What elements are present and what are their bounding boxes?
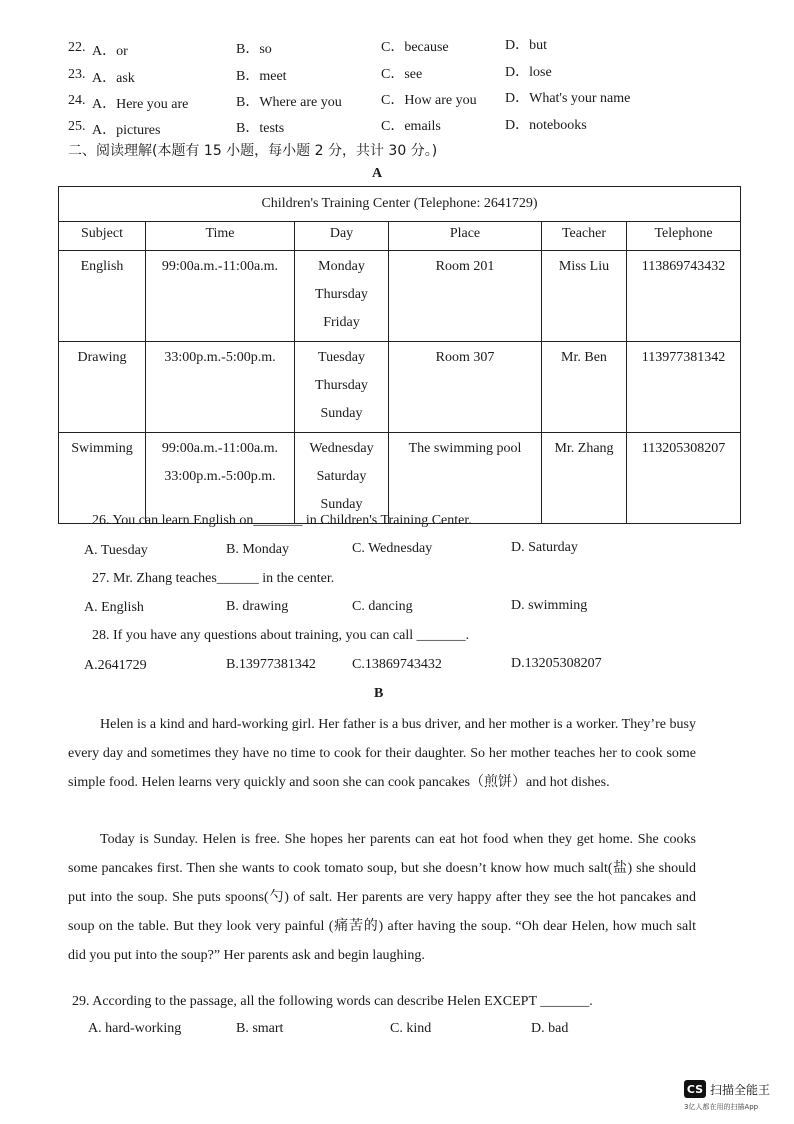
- day-item: Sunday: [320, 497, 363, 512]
- option-d: D．but: [505, 38, 547, 53]
- option-a: A. Tuesday: [84, 543, 148, 558]
- option-b: B. drawing: [226, 599, 289, 614]
- option-b: B．Where are you: [236, 95, 342, 110]
- time-slot: 33:00p.m.-5:00p.m.: [164, 350, 276, 365]
- header-subject: Subject: [59, 222, 146, 251]
- cell-teacher: Mr. Ben: [542, 342, 627, 433]
- cell-subject: Swimming: [59, 433, 146, 524]
- option-d: D.13205308207: [511, 656, 602, 671]
- question-number: 25.: [68, 119, 86, 134]
- day-item: Thursday: [315, 378, 368, 393]
- cell-teacher: Miss Liu: [542, 251, 627, 342]
- option-d: D. swimming: [511, 598, 588, 613]
- cell-teacher: Mr. Zhang: [542, 433, 627, 524]
- option-a: A．Here you are: [92, 97, 189, 112]
- header-day: Day: [295, 222, 389, 251]
- option-d: D. Saturday: [511, 540, 578, 555]
- day-item: Saturday: [316, 469, 367, 484]
- option-a: A. English: [84, 600, 144, 615]
- day-item: Sunday: [320, 406, 363, 421]
- question-stem: 28. If you have any questions about training, you can call _______.: [92, 628, 470, 643]
- day-item: Monday: [318, 259, 365, 274]
- cell-place: The swimming pool: [389, 433, 542, 524]
- option-c: C. kind: [390, 1021, 432, 1036]
- cell-day: [295, 433, 389, 524]
- cell-telephone: 113869743432: [627, 251, 741, 342]
- cell-day: [295, 342, 389, 433]
- cell-subject: Drawing: [59, 342, 146, 433]
- table-row: [59, 342, 741, 433]
- header-time: Time: [146, 222, 295, 251]
- header-telephone: Telephone: [627, 222, 741, 251]
- option-c: C．How are you: [381, 93, 477, 108]
- day-item: Thursday: [315, 287, 368, 302]
- cell-place: Room 201: [389, 251, 542, 342]
- option-d: D．What's your name: [505, 91, 631, 106]
- option-c: C.13869743432: [352, 657, 442, 672]
- option-b: B. Monday: [226, 542, 289, 557]
- training-schedule-table: [58, 186, 741, 524]
- option-c: C. dancing: [352, 599, 413, 614]
- cell-subject: English: [59, 251, 146, 342]
- option-a: A．ask: [92, 71, 135, 86]
- time-slot: 99:00a.m.-11:00a.m.: [161, 259, 279, 274]
- header-teacher: Teacher: [542, 222, 627, 251]
- scanner-tagline: 3亿人都在用的扫描App: [684, 1103, 759, 1111]
- question-number: 24.: [68, 93, 86, 108]
- table-caption: Children's Training Center (Telephone: 2641729): [59, 187, 741, 222]
- time-slot: 33:00p.m.-5:00p.m.: [164, 469, 276, 484]
- option-b: B．meet: [236, 69, 287, 84]
- cell-time: [146, 342, 295, 433]
- option-c: C. Wednesday: [352, 541, 433, 556]
- option-b: B.13977381342: [226, 657, 316, 672]
- cell-time: [146, 251, 295, 342]
- cell-telephone: 113977381342: [627, 342, 741, 433]
- passage-b-label: B: [374, 686, 384, 701]
- table-row: [59, 251, 741, 342]
- option-d: D. bad: [531, 1021, 569, 1036]
- option-c: C．emails: [381, 119, 441, 134]
- passage-a-label: A: [372, 166, 383, 181]
- option-c: C．because: [381, 40, 449, 55]
- option-b: B．so: [236, 42, 272, 57]
- section-heading-reading: 二、阅读理解(本题有 15 小题，每小题 2 分，共计 30 分。): [68, 143, 438, 159]
- question-stem: 29. According to the passage, all the following words can describe Helen EXCEPT _______.: [72, 994, 593, 1009]
- option-d: D．lose: [505, 65, 552, 80]
- question-stem: 26. You can learn English on_______ in Children's Training Center.: [92, 513, 472, 528]
- option-a: A．or: [92, 44, 128, 59]
- day-item: Tuesday: [318, 350, 365, 365]
- option-b: B. smart: [236, 1021, 284, 1036]
- option-d: D．notebooks: [505, 118, 587, 133]
- option-b: B．tests: [236, 121, 285, 136]
- question-number: 23.: [68, 67, 86, 82]
- day-item: Wednesday: [309, 441, 374, 456]
- cell-day: [295, 251, 389, 342]
- time-slot: 99:00a.m.-11:00a.m.: [161, 441, 279, 456]
- scanner-app-name: 扫描全能王: [710, 1082, 771, 1097]
- header-place: Place: [389, 222, 542, 251]
- option-a: A.2641729: [84, 658, 147, 673]
- passage-b-paragraph-2: Today is Sunday. Helen is free. She hopes her parents can eat hot food when they get home. She cooks some pancakes first. Then she wants to cook tomato soup, but she doesn’t know how much salt(盐) she should put into the soup. She puts spoons(勺) of salt. Her parents are very happy after they see the hot pancakes and soup on the table. But they look very painful (痛苦的) after having the soup. “Oh dear Helen, how much salt did you put into the soup?” Her parents ask and begin laughing.: [68, 832, 696, 963]
- option-a: A. hard-working: [88, 1021, 182, 1036]
- question-stem: 27. Mr. Zhang teaches______ in the center.: [92, 571, 335, 586]
- cell-place: Room 307: [389, 342, 542, 433]
- passage-b-paragraph-1: Helen is a kind and hard-working girl. Her father is a bus driver, and her mother is a worker. They’re busy every day and sometimes they have no time to cook for their daughter. So her mother teaches her to cook some simple food. Helen learns very quickly and soon she can cook pancakes（煎饼）and hot dishes.: [68, 717, 696, 790]
- cell-time: [146, 433, 295, 524]
- scanner-logo-icon: CS: [684, 1080, 706, 1098]
- option-c: C．see: [381, 67, 423, 82]
- scanner-watermark: [684, 1080, 770, 1098]
- day-item: Friday: [323, 315, 360, 330]
- cell-telephone: 113205308207: [627, 433, 741, 524]
- question-number: 22.: [68, 40, 86, 55]
- option-a: A．pictures: [92, 123, 161, 138]
- table-row: [59, 433, 741, 524]
